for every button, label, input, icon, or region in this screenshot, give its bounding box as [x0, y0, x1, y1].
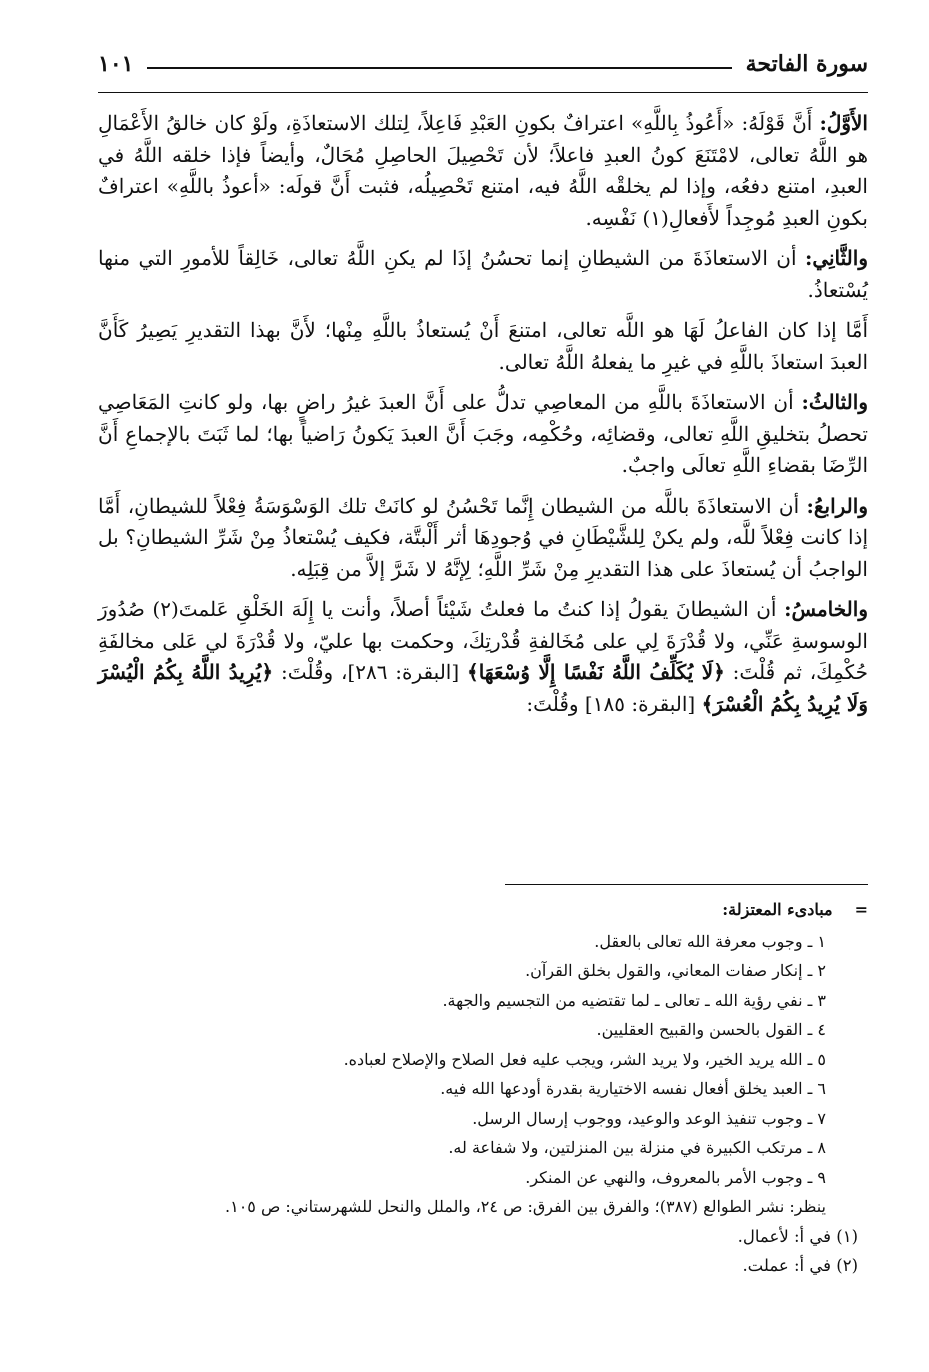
- verse-reference: [البقرة: ٢٨٦]، وقُلْتَ:: [273, 660, 467, 684]
- main-text: [98, 108, 868, 729]
- header-divider: [98, 92, 868, 93]
- paragraph-fourth: [98, 491, 868, 586]
- paragraph-body: أَمَّا إذا كان الفاعلُ لَهَا هو اللَّه تعالى، امتنعَ أَنْ يُستعاذُ باللَّهِ مِنْها؛ لأَنَّ بهذا التقديرِ يَصِيرُ كَأَنَّ العبدَ استعاذَ باللَّهِ في غيرِ ما يفعلهُ اللَّهُ تعالى.: [98, 318, 868, 374]
- paragraph-lead: والثَّانِي:: [804, 246, 868, 270]
- paragraph-body: أَنَّ قَوْلَهُ: «أَعُوذُ بِاللَّهِ» اعترافٌ بكونِ العَبْدِ فَاعِلاً، لِتلك الاستعاذَةِ، ولَوْ كان خالقُ الأَعْمَالِ هو اللَّهُ تعالى، لامْتَنَعَ كونُ العبدِ فاعلاً؛ لأن تَحْصِيلَ الحاصِلِ مُحَالٌ، وأيضاً فإذا خلقه اللَّهُ في العبدِ، امتنع دفعُه، وإذا لم يخلقْه اللَّهُ فيه، امتنع تَحْصِيلُه، فثبت أَنَّ قولَه: «أعوذُ باللَّهِ» اعترافٌ بكونِ العبدِ مُوجِداً لأَفعالِ(١) نَفْسِه.: [98, 111, 868, 230]
- list-item: ٢ ـ إنكار صفات المعاني، والقول بخلق القرآن.: [525, 961, 826, 980]
- paragraph-lead: والثالثُ:: [801, 390, 868, 414]
- mutazila-principles-list: [98, 927, 868, 1193]
- paragraph-body: أن الاستعاذَةَ باللَّهِ من المعاصِي تدلُّ على أَنَّ العبدَ غيرُ راضٍ بها، ولو كانتِ المَعَاصِي تحصلُ بتخليقِ اللَّهِ تعالى، وقضائِه، وحُكْمِه، وجَبَ أَنَّ العبدَ يَكونُ رَاضياً بها؛ لما ثَبَتَ بالإجماعِ أَنَّ الرِّضَا بقضاءِ اللَّهِ تعالَى واجبٌ.: [98, 390, 868, 477]
- verse-reference: [البقرة: ١٨٥] وقُلْتَ:: [526, 691, 702, 716]
- list-item: ٥ ـ الله يريد الخير، ولا يريد الشر، ويجب عليه فعل الصلاح والإصلاح لعباده.: [343, 1049, 826, 1069]
- paragraph-lead: والخامسُ:: [784, 597, 868, 621]
- continuation-marker: =: [854, 900, 868, 919]
- list-item: ٤ ـ القول بالحسن والقبيح العقليين.: [596, 1020, 826, 1039]
- footnotes: [98, 895, 868, 1281]
- paragraph-first: [98, 108, 868, 234]
- paragraph-body: أن الاستعاذَةَ من الشيطانِ إنما تحسُنُ إذَا لم يكنِ اللَّهُ تعالى، خَالِقاً للأمورِ التي منها يُسْتعاذُ.: [98, 246, 868, 302]
- paragraph-lead: والرابعُ:: [806, 493, 868, 518]
- header-rule: [147, 67, 731, 69]
- quran-verse: ﴿يُرِيدُ اللَّهُ بِكُمُ الْيُسْرَ وَلَا يُرِيدُ بِكُمُ الْعُسْرَ﴾: [98, 660, 868, 716]
- quran-verse: ﴿لَا يُكَلِّفُ اللَّهُ نَفْسًا إِلَّا وُسْعَهَا﴾: [466, 660, 725, 684]
- list-item: ٩ ـ وجوب الأمر بالمعروف، والنهي عن المنكر.: [525, 1167, 826, 1187]
- list-item: ٧ ـ وجوب تنفيذ الوعد والوعيد، ووجوب إرسال الرسل.: [472, 1108, 826, 1128]
- list-item: ١ ـ وجوب معرفة الله تعالى بالعقل.: [594, 931, 826, 951]
- paragraph-continuation: [98, 315, 868, 378]
- list-item: ٨ ـ مرتكب الكبيرة في منزلة بين المنزلتين، ولا شفاعة له.: [448, 1138, 826, 1157]
- paragraph-body: أن الاستعاذَةَ باللَّه من الشيطان إِنَّما تَحْسُنُ لو كانَتْ تلك الوَسْوَسَةُ فِعْلاً للشيطانِ، أَمَّا إذا كانت فِعْلاً للَّه، ولم يكنْ لِلشَّيْطَانِ في وُجودِهَا أثر أَلْبتَّة، فكيف يُسْتعاذُ مِنْ شَرِّ الشيطانِ؟ بل الواجبُ أن يُستعاذَ على هذا التقديرِ مِنْ شَرِّ اللَّهِ؛ لِإنَّهُ لا شَرَّ إلاَّ من قِبَلِه.: [98, 493, 868, 581]
- footnote-continuation-heading: [98, 895, 868, 925]
- page-number: ١٠١: [98, 51, 134, 77]
- running-header: [98, 44, 868, 84]
- surah-title: سورة الفاتحة: [745, 51, 868, 77]
- paragraph-third: [98, 387, 868, 482]
- footnote-heading: مبادىء المعتزلة:: [722, 900, 833, 919]
- list-item: ٦ ـ العبد يخلق أفعال نفسه الاختيارية بقدرة أودعها الله فيه.: [440, 1079, 826, 1098]
- paragraph-second: [98, 243, 868, 306]
- footnote-reference: ينظر: نشر الطوالع (٣٨٧)؛ والفرق بين الفرق: ص ٢٤، والملل والنحل للشهرستاني: ص ١٠٥.: [225, 1197, 826, 1216]
- paragraph-fifth: [98, 594, 868, 720]
- list-item: ٣ ـ نفي رؤية الله ـ تعالى ـ لما تقتضيه من التجسيم والجهة.: [442, 990, 826, 1010]
- footnote-variant-1: (١) في أ: لأعمال.: [737, 1226, 858, 1246]
- paragraph-body: أن الشيطانَ يقولُ إذا كنتُ ما فعلتُ شَيْئاً أصلاً، وأنت يا إِلَهَ الخَلْقِ عَلمتَ(٢) صُدُورَ الوسوسةِ عَنِّي، ولا قُدْرَةَ لِي على مُخَالفةِ قُدْرتِكَ، وحكمت بها عليّ، ولا قُدْرَةَ لي عَلى مخالفَةِ حُكْمِكَ، ثم قُلْتَ:: [98, 597, 868, 684]
- footnote-separator: [505, 884, 868, 885]
- paragraph-lead: الأَوَّلُ:: [819, 111, 868, 135]
- footnote-variant-2: (٢) في أ: عملت.: [742, 1256, 858, 1275]
